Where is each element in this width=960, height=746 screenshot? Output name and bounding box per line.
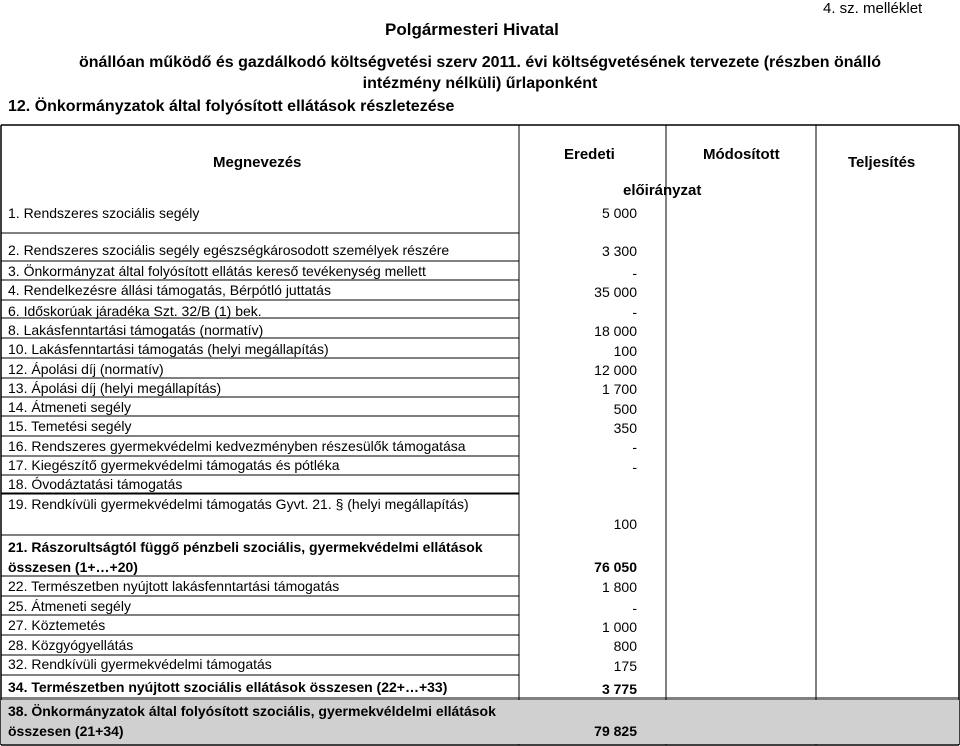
row-label: 28. Közgyógyellátás <box>8 637 134 653</box>
subtitle-line-2: intézmény nélküli) űrlaponként <box>362 75 598 92</box>
column-header-appropriation: előirányzat <box>623 182 702 199</box>
institution-title: Polgármesteri Hivatal <box>385 20 559 39</box>
row-original-value: 1 800 <box>601 579 637 595</box>
row-original-value: 1 000 <box>601 619 637 635</box>
row-label: 2. Rendszeres szociális segély egészségkárosodott személyek részére <box>8 242 450 258</box>
row-original-value: - <box>632 265 637 281</box>
row-label: 10. Lakásfenntartási támogatás (helyi megállapítás) <box>8 341 329 357</box>
subtitle-line-1: önállóan működő és gazdálkodó költségvetési szerv 2011. évi költségvetésének tervezete (részben önálló <box>78 54 882 71</box>
row-label: 6. Időskorúak járadéka Szt. 32/B (1) bek. <box>8 303 262 319</box>
row-label: 27. Köztemetés <box>8 617 106 633</box>
row-original-value: 100 <box>613 516 637 532</box>
row-original-value: 800 <box>613 638 637 654</box>
row-original-value: 1 700 <box>601 381 637 397</box>
column-header-name: Megnevezés <box>213 154 302 171</box>
row-original-value: 3 775 <box>601 681 637 697</box>
row-label: 8. Lakásfenntartási támogatás (normatív) <box>8 322 264 338</box>
row-label: 16. Rendszeres gyermekvédelmi kedvezményben részesülők támogatása <box>8 438 466 454</box>
row-label: 32. Rendkívüli gyermekvédelmi támogatás <box>8 656 272 672</box>
annex-label: 4. sz. melléklet <box>823 0 923 17</box>
row-original-value: - <box>632 459 637 475</box>
row-original-value: - <box>632 304 637 320</box>
row-original-value: 79 825 <box>594 723 637 739</box>
row-original-value: 175 <box>613 658 637 674</box>
row-label: 14. Átmeneti segély <box>8 399 131 415</box>
row-original-value: 35 000 <box>594 284 637 300</box>
row-label: 34. Természetben nyújtott szociális ellátások összesen (22+…+33) <box>8 679 448 695</box>
row-label: 17. Kiegészítő gyermekvédelmi támogatás és pótléka <box>8 457 340 473</box>
row-original-value: - <box>632 600 637 616</box>
row-original-value: 18 000 <box>594 323 637 339</box>
column-header-original: Eredeti <box>564 146 615 163</box>
row-label: 18. Óvodáztatási támogatás <box>8 476 183 492</box>
row-label: 13. Ápolási díj (helyi megállapítás) <box>8 380 222 396</box>
row-label: 21. Rászorultságtól függő pénzbeli szociális, gyermekvédelmi ellátások összesen (1+…+20) <box>8 539 483 575</box>
row-original-value: 5 000 <box>601 205 637 221</box>
row-label: 12. Ápolási díj (normatív) <box>8 361 164 377</box>
row-label: 3. Önkormányzat által folyósított ellátás kereső tevékenység mellett <box>8 263 426 279</box>
row-original-value: 100 <box>613 343 637 359</box>
row-label: 25. Átmeneti segély <box>8 598 131 614</box>
row-original-value: 3 300 <box>601 243 637 259</box>
row-original-value: 76 050 <box>594 559 637 575</box>
row-original-value: 500 <box>613 401 637 417</box>
row-original-value: 12 000 <box>594 362 637 378</box>
row-label: 1. Rendszeres szociális segély <box>8 205 200 221</box>
column-header-performance: Teljesítés <box>848 154 916 171</box>
row-label: 38. Önkormányzatok által folyósított szociális, gyermekvéldelmi ellátások összesen (21+34) <box>8 703 496 739</box>
row-original-value: 350 <box>613 420 637 436</box>
column-header-modified: Módosított <box>703 146 780 163</box>
row-label: 15. Temetési segély <box>8 418 132 434</box>
document-subtitle <box>0 52 960 94</box>
section-title: 12. Önkormányzatok által folyósított ellátások részletezése <box>8 98 455 115</box>
row-label: 19. Rendkívüli gyermekvédelmi támogatás Gyvt. 21. § (helyi megállapítás) <box>8 496 469 512</box>
row-label: 22. Természetben nyújtott lakásfenntartási támogatás <box>8 578 340 594</box>
row-original-value: - <box>632 439 637 455</box>
row-label: 4. Rendelkezésre állási támogatás, Bérpótló juttatás <box>8 282 331 298</box>
